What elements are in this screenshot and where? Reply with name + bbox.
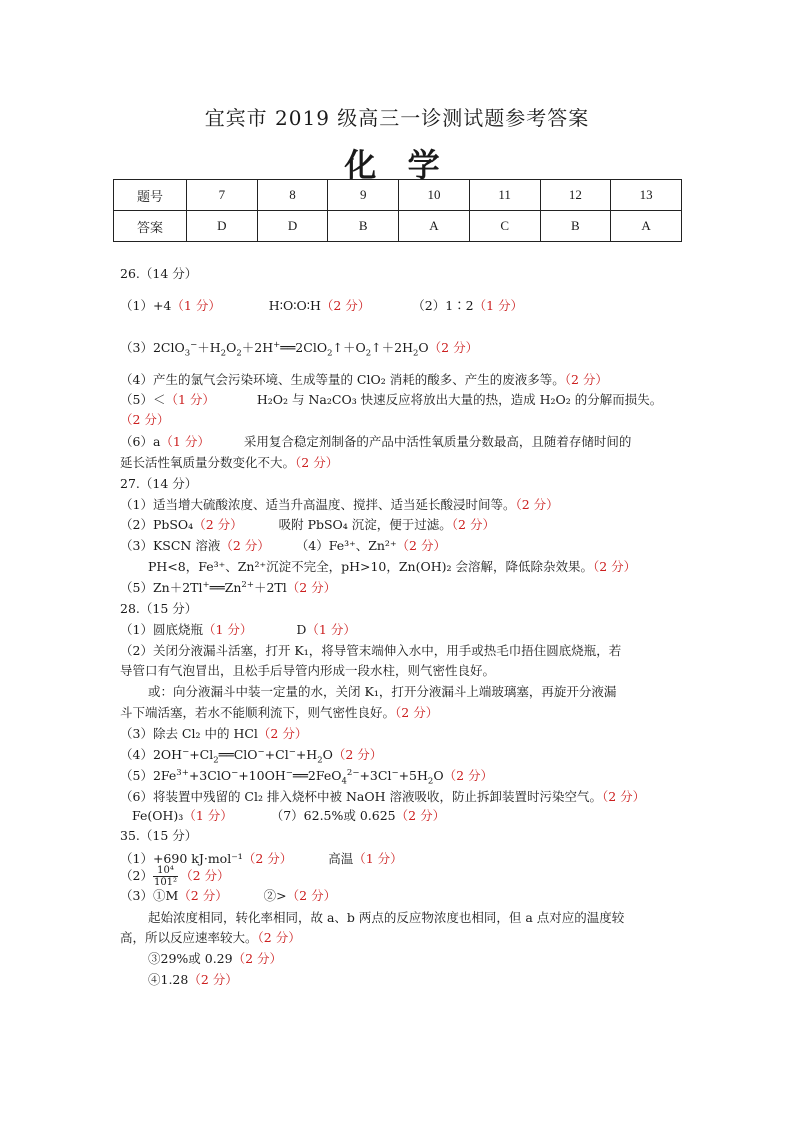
answer-text: （5）＜: [120, 392, 166, 407]
q28-part2-l3: 或：向分液漏斗中装一定量的水，关闭 K₁，打开分液漏斗上端玻璃塞，再旋开分液漏: [148, 684, 617, 699]
table-cell: 12: [540, 180, 611, 211]
answer-text: 吸附 PbSO₄ 沉淀，便于过滤。: [278, 517, 452, 532]
answer-text: H₂O₂ 与 Na₂CO₃ 快速反应将放出大量的热，造成 H₂O₂ 的分解而损失。: [256, 392, 663, 407]
q26-part5-score: [120, 412, 169, 428]
equation: $(5)Zn+2Tl^+══Zn^{2+}+2Tl$: [120, 579, 287, 595]
table-row-answers: [114, 211, 682, 242]
table-cell: 8: [257, 180, 328, 211]
score: （1 分）: [202, 622, 253, 637]
table-cell: B: [328, 211, 399, 242]
table-header-number: 题号: [114, 180, 187, 211]
q28-part3: [120, 726, 307, 742]
answer-text: ④1.28: [148, 972, 189, 987]
answer-text: （1）+4: [120, 298, 172, 313]
q26-part5: [120, 392, 662, 408]
score: （1 分）: [473, 298, 524, 313]
table-cell: 7: [187, 180, 258, 211]
answer-text: 采用复合稳定剂制备的产品中活性氧质量分数最高，且随着存储时间的: [243, 434, 632, 449]
table-cell: D: [187, 211, 258, 242]
q26-header: 26.（14 分）: [120, 266, 198, 281]
table-cell: A: [611, 211, 682, 242]
score: （2 分）: [193, 517, 243, 532]
score: （2 分）: [332, 747, 383, 762]
q28-part6: [120, 789, 645, 805]
q27-part4-note: [148, 559, 636, 575]
score: （1 分）: [353, 851, 403, 866]
q28-header: 28.（15 分）: [120, 601, 198, 616]
page-title: 宜宾市 2019 级高三一诊测试题参考答案: [204, 106, 590, 130]
q27-part2: [120, 517, 495, 533]
score: （2 分）: [396, 538, 446, 553]
table-cell: 13: [611, 180, 682, 211]
answer-text: （1）适当增大硫酸浓度、适当升高温度、搅拌、适当延长酸浸时间等。: [120, 497, 516, 512]
answer-text: （3）KSCN 溶液: [120, 538, 221, 553]
answer-text: PH<8，Fe³⁺、Zn²⁺沉淀不完全，pH>10，Zn(OH)₂ 会溶解，降低除杂效果。: [148, 559, 593, 574]
q27-header: 27.（14 分）: [120, 476, 198, 491]
q28-part2-l2: 导管口有气泡冒出，且松手后导管内形成一段水柱，则气密性良好。: [120, 663, 496, 678]
score: （1 分）: [165, 392, 215, 407]
table-cell: A: [399, 211, 470, 242]
answer-text: 高，所以反应速率较大。: [120, 930, 258, 945]
electron-formula: H∶O∶O∶H: [268, 298, 321, 313]
answer-text: Fe(OH)₃: [132, 808, 184, 823]
answer-text: （6）a: [120, 434, 161, 449]
score: （1 分）: [171, 298, 221, 313]
table-header-answer: 答案: [114, 211, 187, 242]
answer-text: （2）: [120, 868, 153, 883]
score: （2 分）: [295, 455, 339, 470]
score: （2 分）: [320, 298, 371, 313]
score: （2 分）: [286, 580, 337, 595]
score: （2 分）: [286, 888, 337, 903]
answer-text: （3）除去 Cl₂ 中的 HCl: [120, 726, 258, 741]
q26-part4: [120, 372, 608, 388]
answer-text: （2）PbSO₄: [120, 517, 194, 532]
score: （2 分）: [257, 726, 308, 741]
q28-part2-l1: （2）关闭分液漏斗活塞，打开 K₁，将导管末端伸入水中，用手或热毛巾捂住圆底烧瓶，若: [120, 643, 622, 658]
score: （2 分）: [395, 705, 439, 720]
q35-part2: [120, 862, 230, 890]
answer-text: （1）+690 kJ·mol⁻¹: [120, 851, 243, 866]
score: （2 分）: [564, 372, 608, 387]
q28-part5: [120, 767, 494, 787]
answer-text: 高温: [328, 851, 354, 866]
score: （2 分）: [443, 768, 494, 783]
q35-part3-l2: [120, 930, 301, 946]
answer-text: （1）圆底烧瓶: [120, 622, 203, 637]
q35-part3-l1: 起始浓度相同，转化率相同，故 a、b 两点的反应物浓度也相同，但 a 点对应的温度较: [148, 910, 625, 925]
answer-text: 延长活性氧质量分数变化不大。: [120, 455, 296, 470]
answer-text: （6）将装置中残留的 Cl₂ 排入烧杯中被 NaOH 溶液吸收，防止拆卸装置时污染空气。: [120, 789, 602, 804]
score: （1 分）: [160, 434, 210, 449]
score: （2 分）: [220, 538, 270, 553]
subject-title: 化 学: [344, 146, 450, 184]
equation: $(3)2ClO_3^-+H_2O_2+2H^+══2ClO_2↑+O_2↑+2H_2O$: [120, 339, 429, 359]
q26-part3: [120, 339, 479, 359]
score: （1 分）: [183, 808, 233, 823]
q28-part2-l4: [120, 705, 438, 721]
table-cell: B: [540, 211, 611, 242]
answer-text: （2）1∶2: [412, 298, 474, 313]
answer-text: （3）①M: [120, 888, 179, 903]
equation: $(5)2Fe^{3+}+3ClO^-+10OH^-══2FeO_4^{2-}+3Cl^-+5H_2O$: [120, 767, 444, 787]
q35-part3-c: [148, 951, 282, 967]
score: （2 分）: [451, 517, 495, 532]
score: （2 分）: [592, 559, 637, 574]
q28-part1: [120, 622, 356, 638]
fraction: [153, 865, 178, 888]
table-cell: C: [469, 211, 540, 242]
score: （2 分）: [120, 412, 170, 427]
q26-part6-cont: [120, 455, 338, 471]
equation: $(4)2OH^-+Cl_2══ClO^-+Cl^-+H_2O$: [120, 746, 333, 766]
table-cell: 11: [469, 180, 540, 211]
score: （1 分）: [306, 622, 356, 637]
answer-table: [113, 179, 682, 242]
score: （2 分）: [395, 808, 446, 823]
q35-part3-d: [148, 972, 238, 988]
q27-part5: [120, 580, 336, 596]
q26-part6: [120, 434, 631, 450]
answer-text: D: [296, 622, 307, 637]
fraction-numerator: 10⁴: [153, 865, 178, 877]
fraction-denominator: 101²: [153, 877, 178, 888]
q35-header: 35.（15 分）: [120, 828, 198, 843]
answer-text: ②>: [263, 888, 287, 903]
q27-part3-4: [120, 538, 446, 554]
answer-text: 斗下端活塞，若水不能顺利流下，则气密性良好。: [120, 705, 396, 720]
score: （2 分）: [188, 972, 238, 987]
answer-text: （4）产生的氯气会污染环境、生成等量的 ClO₂ 消耗的酸多、产生的废液多等。: [120, 372, 565, 387]
answer-text: （4）Fe³⁺、Zn²⁺: [295, 538, 397, 553]
score: （2 分）: [428, 340, 479, 355]
score: （2 分）: [242, 851, 293, 866]
score: （2 分）: [232, 951, 283, 966]
score: （2 分）: [180, 868, 230, 883]
q28-part6b-7: [132, 808, 445, 824]
table-row-numbers: [114, 180, 682, 211]
answer-text: ③29%或 0.29: [148, 951, 233, 966]
table-cell: 9: [328, 180, 399, 211]
q35-part3: [120, 888, 336, 904]
q26-part1: [120, 298, 523, 314]
score: （2 分）: [601, 789, 646, 804]
score: （2 分）: [515, 497, 559, 512]
table-cell: D: [257, 211, 328, 242]
score: （2 分）: [178, 888, 228, 903]
q27-part1: [120, 497, 559, 513]
score: （2 分）: [257, 930, 301, 945]
table-cell: 10: [399, 180, 470, 211]
q28-part4: [120, 746, 383, 766]
answer-text: （7）62.5%或 0.625: [270, 808, 396, 823]
